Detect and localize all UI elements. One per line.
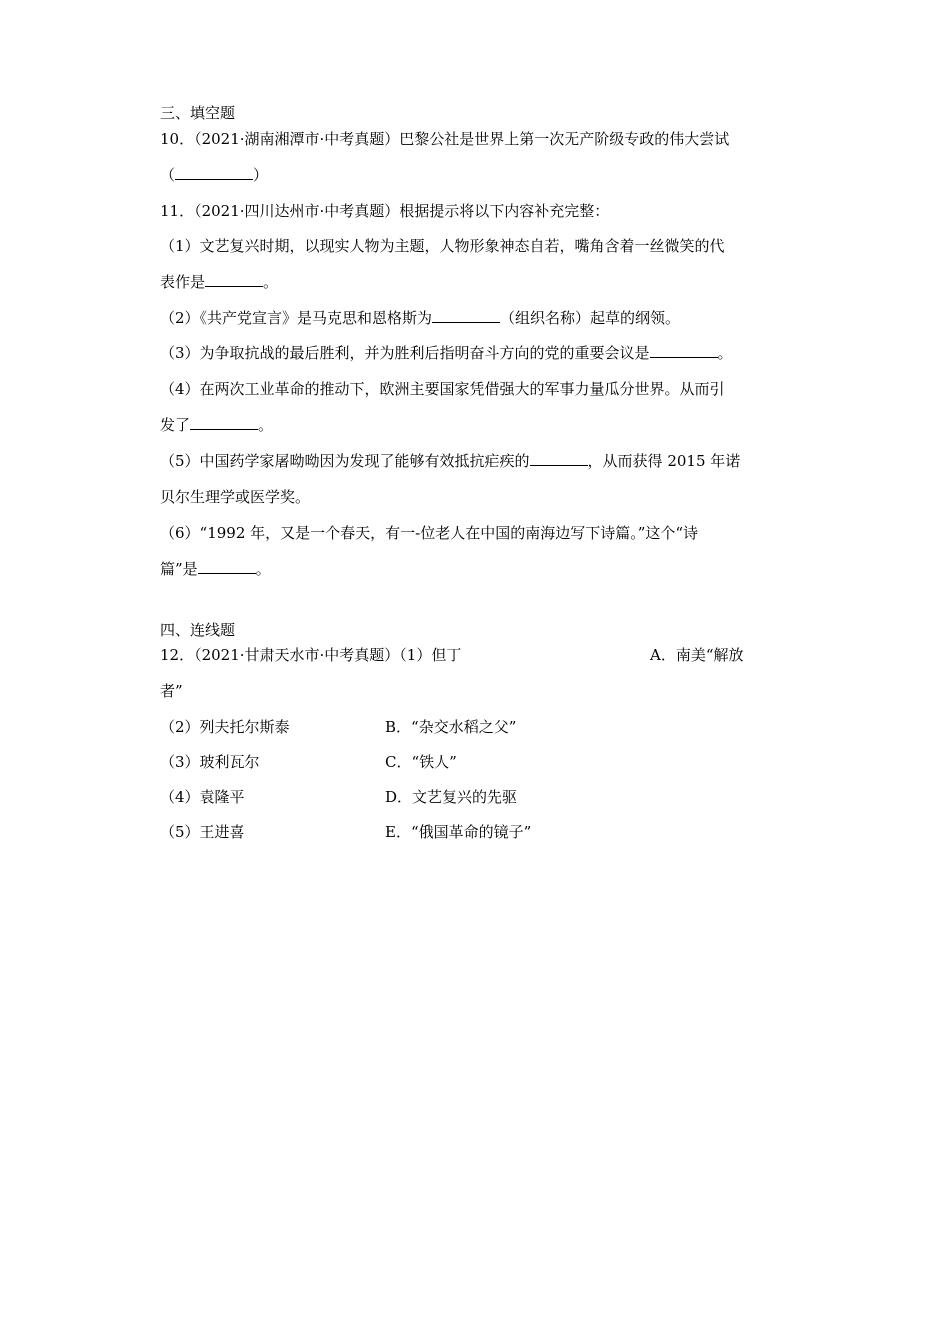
q11-p1-line1: （1）文艺复兴时期，以现实人物为主题，人物形象神态自若，嘴角含着一丝微笑的代 bbox=[160, 237, 725, 255]
q11-p3-pre: （3）为争取抗战的最后胜利，并为胜利后指明奋斗方向的党的重要会议是 bbox=[160, 344, 650, 362]
q11-p1-pre: 表作是 bbox=[160, 273, 206, 291]
q11-p4-pre: 发了 bbox=[160, 416, 191, 434]
q10-text: 10．（2021·湖南湘潭市·中考真题）巴黎公社是世界上第一次无产阶级专政的伟大尝试 bbox=[160, 130, 730, 148]
q11-p4-line1: （4）在两次工业革命的推动下，欧洲主要国家凭借强大的军事力量瓜分世界。从而引 bbox=[160, 380, 725, 398]
section-heading-fill-blank: 三、填空题 bbox=[160, 104, 236, 122]
q11-p2-blank bbox=[432, 308, 500, 323]
q11-p6-blank bbox=[198, 559, 256, 574]
q11-p5-pre: （5）中国药学家屠呦呦因为发现了能够有效抵抗疟疾的 bbox=[160, 452, 530, 470]
q12-left-4: （4）袁隆平 bbox=[160, 788, 245, 806]
q12-right-b: B．“杂交水稻之父” bbox=[385, 718, 517, 736]
q11-p1-blank bbox=[205, 272, 263, 287]
q12-left-2: （2）列夫托尔斯泰 bbox=[160, 718, 290, 736]
q11-p1-line2 bbox=[160, 272, 278, 292]
q12-intro: 12．（2021·甘肃天水市·中考真题）（1）但丁 bbox=[160, 646, 462, 664]
q11-p2-pre: （2）《共产党宣言》是马克思和恩格斯为 bbox=[160, 309, 433, 327]
q11-p5-post: ，从而获得 2015 年诺 bbox=[587, 452, 741, 470]
q11-p4-blank bbox=[190, 415, 258, 430]
q11-p3 bbox=[160, 343, 733, 363]
q12-left-5: （5）王进喜 bbox=[160, 823, 245, 841]
q11-intro: 11．（2021·四川达州市·中考真题）根据提示将以下内容补充完整： bbox=[160, 202, 610, 220]
q12-option-a-line2: 者” bbox=[160, 682, 183, 700]
q12-right-d: D．文艺复兴的先驱 bbox=[385, 788, 518, 806]
q12-right-c: C．“铁人” bbox=[385, 753, 457, 771]
q12-right-e: E．“俄国革命的镜子” bbox=[385, 823, 532, 841]
q11-p5-line1 bbox=[160, 451, 740, 471]
q11-p3-post: 。 bbox=[717, 344, 733, 362]
q11-p6-pre: 篇”是 bbox=[160, 560, 198, 578]
q12-option-a-line1: A．南美“解放 bbox=[650, 646, 744, 664]
section-heading-matching: 四、连线题 bbox=[160, 621, 236, 639]
q11-p1-post: 。 bbox=[263, 273, 279, 291]
q11-p6-post: 。 bbox=[255, 560, 271, 578]
q11-p2 bbox=[160, 308, 680, 328]
q10-answer-line bbox=[160, 165, 268, 185]
q11-p5-blank bbox=[530, 451, 588, 466]
q11-p6-line2 bbox=[160, 559, 271, 579]
q10-close-paren: ） bbox=[253, 166, 269, 184]
q11-p4-post: 。 bbox=[258, 416, 274, 434]
q10-blank bbox=[175, 165, 253, 180]
q11-p4-line2 bbox=[160, 415, 273, 435]
q10-open-paren: （ bbox=[160, 166, 176, 184]
q11-p6-line1: （6）“1992 年，又是一个春天，有一-位老人在中国的南海边写下诗篇。”这个“诗 bbox=[160, 524, 699, 542]
q11-p5-line2: 贝尔生理学或医学奖。 bbox=[160, 488, 311, 506]
q12-left-3: （3）玻利瓦尔 bbox=[160, 753, 260, 771]
q11-p2-post: （组织名称）起草的纲领。 bbox=[500, 309, 681, 327]
q11-p3-blank bbox=[650, 343, 718, 358]
